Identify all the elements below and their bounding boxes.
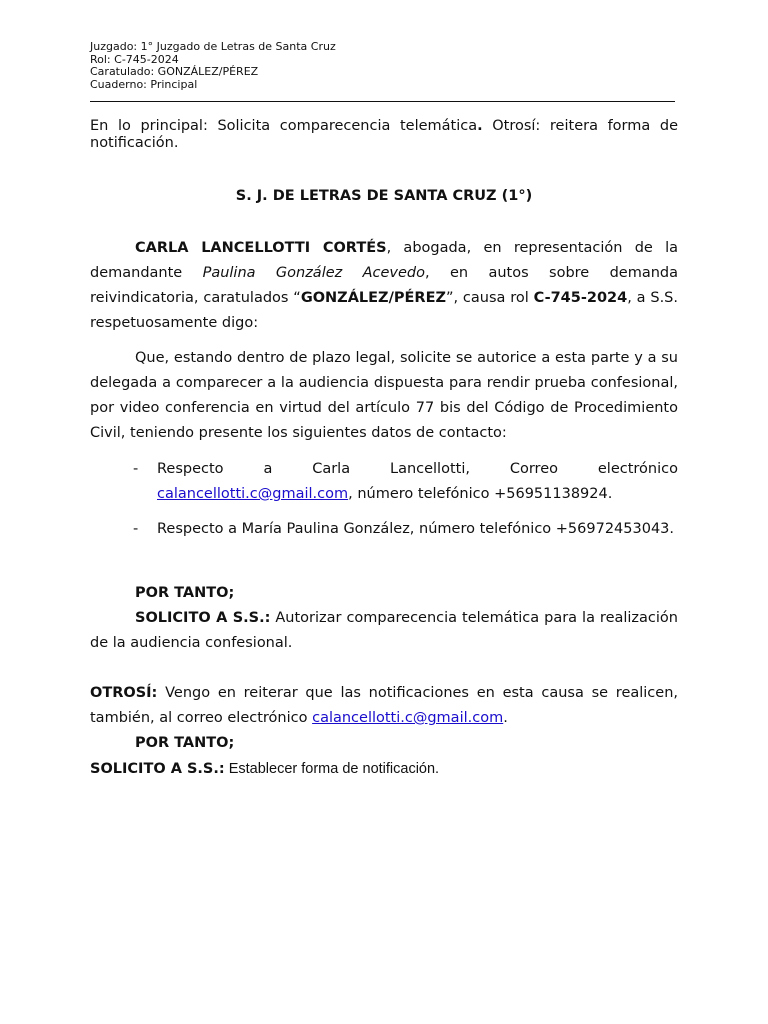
intro-text-3: ”, causa rol [445, 290, 534, 306]
client-name: Paulina González Acevedo [202, 265, 426, 281]
lawyer-name: CARLA LANCELLOTTI CORTÉS [135, 240, 387, 256]
list-item [90, 457, 678, 507]
otrosi-text-2: . [503, 710, 508, 726]
list-item [90, 517, 678, 542]
header-cuaderno: Cuaderno: Principal [90, 77, 198, 91]
list-dash: - [133, 461, 139, 477]
summary-otrosi: Otrosí: reitera forma de notificación. [90, 118, 678, 151]
contact-text: Respecto a María Paulina González, número telefónico +56972453043. [157, 521, 675, 537]
summary-line [90, 118, 678, 152]
intro-paragraph [90, 236, 678, 336]
por-tanto-1: POR TANTO; [135, 585, 235, 601]
contact-text: Respecto a Carla Lancellotti, Correo electrónico [157, 461, 678, 477]
case-name: GONZÁLEZ/PÉREZ [300, 290, 446, 306]
case-header [90, 41, 675, 91]
header-rol: Rol: C-745-2024 [90, 52, 179, 66]
solicito-2-line [90, 757, 678, 782]
summary-dot: . [477, 118, 483, 134]
email-link[interactable]: calancellotti.c@gmail.com [312, 710, 504, 726]
otrosi-text-1: Vengo en reiterar que las notificaciones en esta causa se realicen, también, al correo electrónico [90, 685, 678, 726]
contact-phone: , número telefónico +56951138924. [348, 486, 613, 502]
solicito-1-paragraph [90, 606, 678, 656]
intro-text-1: , abogada, en representación de la demandante [90, 240, 679, 281]
court-title: S. J. DE LETRAS DE SANTA CRUZ (1°) [235, 188, 533, 204]
solicito-1-label: SOLICITO A S.S.: [135, 610, 271, 626]
solicito-2-label: SOLICITO A S.S.: [90, 761, 225, 777]
intro-text-2: , en autos sobre demanda reivindicatoria, caratulados “ [90, 265, 678, 306]
email-link[interactable]: calancellotti.c@gmail.com [157, 486, 349, 502]
petition-paragraph: Que, estando dentro de plazo legal, solicite se autorice a esta parte y a su delegada a comparecer a la audiencia dispuesta para rendir prueba confesional, por video conferencia en virtud del artículo 77 bis del Código de Procedimiento Civil, teniendo presente los siguientes datos de contacto: [90, 350, 678, 441]
summary-principal: En lo principal: Solicita comparecencia telemática [90, 118, 478, 134]
header-divider [90, 101, 675, 102]
header-juzgado: Juzgado: 1° Juzgado de Letras de Santa Cruz [90, 40, 336, 53]
list-dash: - [133, 521, 139, 537]
solicito-2-text: Establecer forma de notificación. [224, 761, 440, 777]
solicito-1-text: Autorizar comparecencia telemática para la realización de la audiencia confesional. [90, 610, 678, 651]
otrosi-label: OTROSÍ: [90, 685, 158, 701]
por-tanto-2: POR TANTO; [135, 735, 235, 751]
intro-text-4: , a S.S. respetuosamente digo: [90, 290, 678, 331]
otrosi-paragraph [90, 681, 678, 731]
contact-list [90, 457, 678, 542]
header-caratulado: Caratulado: GONZÁLEZ/PÉREZ [90, 65, 259, 78]
case-rol: C-745-2024 [533, 290, 628, 306]
